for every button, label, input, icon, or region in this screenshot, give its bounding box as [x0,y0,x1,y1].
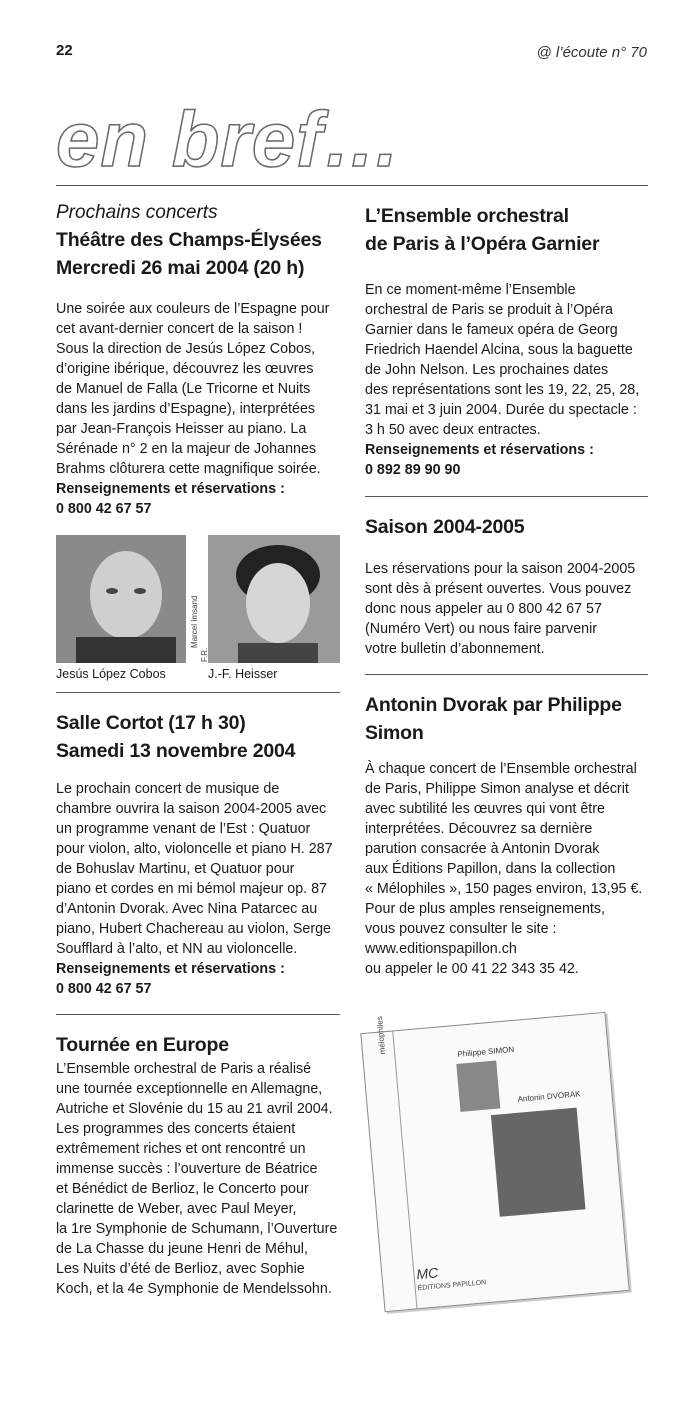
book-series: mélophiles [374,1015,388,1055]
article-body [365,280,653,480]
text-line: votre bulletin d’abonnement. [365,641,545,657]
section-garnier [365,202,653,480]
headline: Mercredi 26 mai 2004 (20 h) [56,257,305,279]
text-line: (Numéro Vert) ou nous faire parvenir [365,621,598,637]
text-line: immense succès : l’ouverture de Béatrice [56,1161,318,1177]
photo-heisser [208,535,340,663]
text-line: Le prochain concert de musique de [56,781,280,797]
text-line: Autriche et Slovénie du 15 au 21 avril 2004. [56,1101,333,1117]
photo-caption: J.-F. Heisser [208,667,278,681]
phone-number: 0 800 42 67 57 [56,501,152,517]
book-title: Antonin DVORAK [517,1089,581,1104]
text-line: piano, Hubert Chachereau au violon, Serge [56,921,331,937]
phone-number: 0 800 42 67 57 [56,981,152,997]
kicker: Prochains concerts [56,202,218,223]
text-line: de Paris, Philippe Simon analyse et décrit [365,781,629,797]
text-line: de Bohuslav Martinu, et Quatuor pour [56,861,295,877]
divider [365,496,648,497]
headline: Samedi 13 novembre 2004 [56,740,296,762]
text-line: L’Ensemble orchestral de Paris a réalisé [56,1061,312,1077]
section-dvorak [365,691,653,979]
book-spine [367,1015,417,1310]
text-line: parution consacrée à Antonin Dvorak [365,841,600,857]
headline: Salle Cortot (17 h 30) [56,712,246,734]
text-line: chambre ouvrira la saison 2004-2005 avec [56,801,327,817]
text-line: Les Nuits d’été de Berlioz, avec Sophie [56,1261,305,1277]
website-link[interactable]: www.editionspapillon.ch [365,941,517,957]
photo-lopez-cobos [56,535,186,663]
text-line: de John Nelson. Les prochaines dates [365,362,609,378]
text-line: Garnier dans le fameux opéra de Georg [365,322,618,338]
headline: L’Ensemble orchestral [365,205,569,227]
headline: Tournée en Europe [56,1034,229,1056]
publisher-name: ÉDITIONS PAPILLON [417,1279,487,1293]
text-line: ou appeler le 00 41 22 343 35 42. [365,961,579,977]
portrait-image [208,535,340,663]
section-cortot [56,709,342,999]
section-concerts [56,200,342,519]
text-line: Sous la direction de Jesús López Cobos, [56,341,316,357]
text-line: avec subtilité les œuvres qui vont être [365,801,605,817]
article-body [56,1059,342,1299]
book-cover [360,1012,629,1312]
book-author: Philippe SIMON [457,1044,515,1059]
text-line: clarinette de Weber, avec Paul Meyer, [56,1201,297,1217]
text-line: une tournée exceptionnelle en Allemagne, [56,1081,323,1097]
text-line: d’Antonin Dvorak. Avec Nina Patarcec au [56,901,318,917]
photo-credit: F.R. [200,647,209,662]
text-line: Pour de plus amples renseignements, [365,901,606,917]
text-line: de La Chasse du jeune Henri de Méhul, [56,1241,308,1257]
info-label: Renseignements et réservations : [56,481,285,497]
page-number: 22 [56,42,73,59]
divider [56,185,648,186]
journal-name: @ l’écoute n° 70 [536,44,647,61]
text-line: et Bénédict de Berlioz, le Concerto pour [56,1181,309,1197]
text-line: piano et cordes en mi bémol majeur op. 87 [56,881,327,897]
photo-caption: Jesús López Cobos [56,667,166,681]
headline: Antonin Dvorak par Philippe [365,694,622,716]
text-line: Sérénade n° 2 en la majeur de Johannes [56,441,317,457]
masthead-title: en bref… [56,95,403,183]
text-line: Une soirée aux couleurs de l’Espagne pour [56,301,330,317]
text-line: aux Éditions Papillon, dans la collection [365,861,616,877]
text-line: un programme venant de l’Est : Quatuor [56,821,311,837]
author-portrait [456,1061,500,1112]
section-tour [56,1031,342,1299]
info-label: Renseignements et réservations : [365,442,594,458]
portrait-image [56,535,186,663]
headline: de Paris à l’Opéra Garnier [365,233,600,255]
publisher-logo: MC [415,1264,439,1283]
info-label: Renseignements et réservations : [56,961,285,977]
text-line: sont dès à présent ouvertes. Vous pouvez [365,581,632,597]
text-line: interprétées. Découvrez sa dernière [365,821,593,837]
text-line: vous pouvez consulter le site : [365,921,557,937]
text-line: orchestral de Paris se produit à l’Opéra [365,302,613,318]
text-line: « Mélophiles », 150 pages environ, 13,95 €. [365,881,643,897]
article-body [365,759,653,979]
headline: Saison 2004-2005 [365,516,525,538]
text-line: par Jean-François Heisser au piano. La [56,421,307,437]
text-line: 31 mai et 3 juin 2004. Durée du spectacle : [365,402,637,418]
headline: Théâtre des Champs-Élysées [56,229,322,251]
text-line: cet avant-dernier concert de la saison ! [56,321,303,337]
text-line: la 1re Symphonie de Schumann, l’Ouverture [56,1221,338,1237]
text-line: À chaque concert de l’Ensemble orchestral [365,761,637,777]
text-line: Friedrich Haendel Alcina, sous la baguette [365,342,633,358]
text-line: extrêmement riches et ont rencontré un [56,1141,306,1157]
divider [365,674,648,675]
text-line: 3 h 50 avec deux entractes. [365,422,541,438]
text-line: Soufflard à l’alto, et NN au violoncelle. [56,941,298,957]
text-line: Les programmes des concerts étaient [56,1121,296,1137]
dvorak-portrait [491,1108,586,1217]
article-body [56,779,342,999]
text-line: pour violon, alto, violoncelle et piano H. 287 [56,841,333,857]
text-line: donc nous appeler au 0 800 42 67 57 [365,601,602,617]
text-line: de Manuel de Falla (Le Tricorne et Nuits [56,381,311,397]
article-body [365,559,653,659]
text-line: des représentations sont les 19, 22, 25, 28, [365,382,640,398]
text-line: En ce moment-même l’Ensemble [365,282,576,298]
text-line: Koch, et la 4e Symphonie de Mendelssohn. [56,1281,332,1297]
text-line: Les réservations pour la saison 2004-2005 [365,561,636,577]
article-body [56,299,342,519]
phone-number: 0 892 89 90 90 [365,462,461,478]
text-line: Brahms clôturera cette magnifique soirée. [56,461,321,477]
headline: Simon [365,722,424,744]
section-season [365,513,653,659]
text-line: d’origine ibérique, découvrez les œuvres [56,361,314,377]
divider [56,692,340,693]
photo-credit: Marcel Imsand [190,595,199,648]
text-line: dans les jardins d’Espagne), interprétées [56,401,316,417]
divider [56,1014,340,1015]
